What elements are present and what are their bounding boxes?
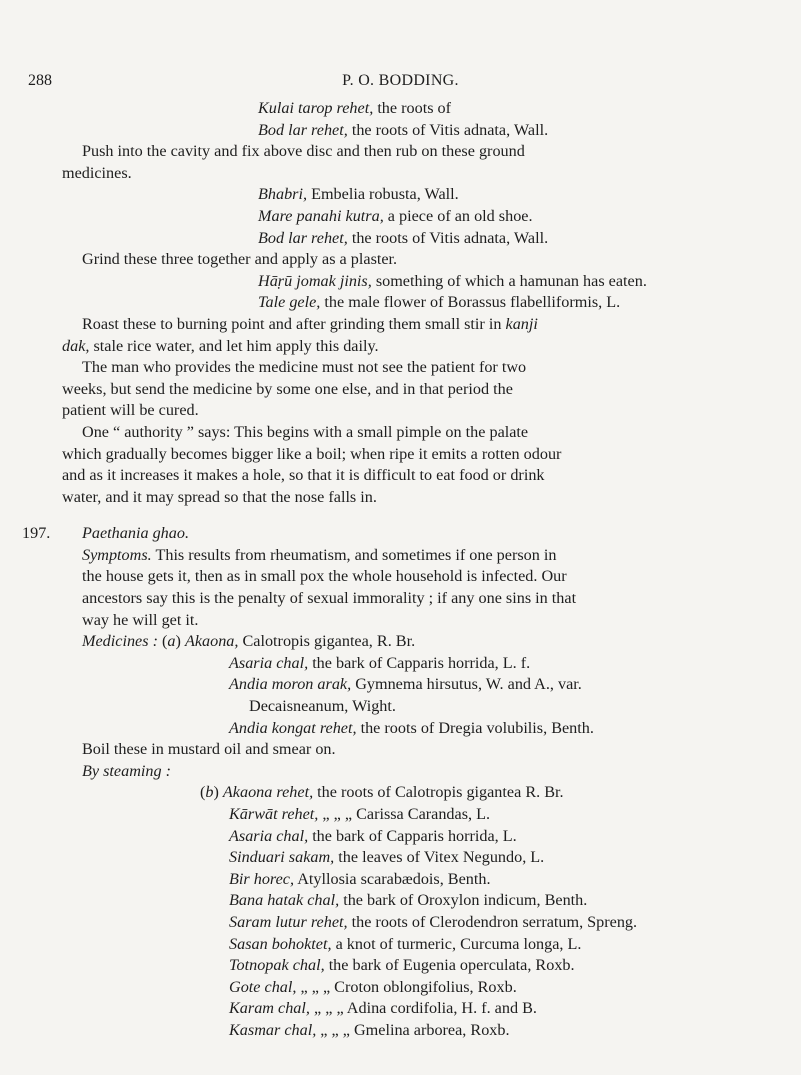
text-segment: the roots of Vitis adnata, Wall.	[347, 120, 549, 139]
italic-term: Asaria chal,	[229, 653, 309, 672]
text-line	[0, 977, 801, 999]
italic-term: b	[205, 783, 214, 802]
italic-term: dak,	[62, 336, 90, 355]
text-segment: „ „ „ Gmelina arborea, Roxb.	[316, 1020, 510, 1039]
italic-term: Totnopak chal,	[229, 956, 325, 975]
italic-term: kanji	[505, 314, 538, 333]
text-line	[0, 271, 801, 293]
page-header	[0, 72, 801, 94]
text-line	[0, 588, 801, 610]
text-segment: Calotropis gigantea, R. Br.	[238, 632, 416, 651]
section-heading-line	[0, 523, 801, 545]
italic-term: Gote chal,	[229, 977, 297, 996]
text-segment: patient will be cured.	[62, 401, 199, 420]
italic-term: Bhabri,	[258, 185, 308, 204]
text-segment: something of which a hamunan has eaten.	[371, 271, 647, 290]
text-line	[0, 206, 801, 228]
text-segment: Decaisneanum, Wight.	[249, 697, 396, 716]
text-segment: a knot of turmeric, Curcuma longa, L.	[331, 934, 582, 953]
italic-term: Bana hatak chal,	[229, 891, 340, 910]
text-segment: „ „ „ Carissa Carandas, L.	[318, 805, 491, 823]
text-line	[0, 566, 801, 588]
text-line	[0, 228, 801, 250]
text-segment: Grind these three together and apply as a plaster.	[82, 250, 398, 269]
text-line	[0, 292, 801, 314]
italic-term: Karam chal,	[229, 999, 310, 1018]
text-segment: the house gets it, then as in small pox the whole household is infected. Our	[82, 567, 567, 586]
text-line	[0, 739, 801, 761]
text-line	[0, 804, 801, 826]
italic-term: Andia kongat rehet,	[229, 718, 357, 737]
text-line	[0, 249, 801, 271]
text-line	[0, 890, 801, 912]
text-segment: Push into the cavity and fix above disc and then rub on these ground	[82, 142, 525, 161]
text-line	[0, 357, 801, 379]
text-line	[0, 696, 801, 718]
text-segment: Roast these to burning point and after grinding them small stir in	[82, 314, 506, 333]
text-segment: Gymnema hirsutus, W. and A., var.	[351, 675, 582, 694]
text-segment: the bark of Capparis horrida, L.	[308, 826, 517, 845]
italic-term: Andia moron arak,	[229, 675, 352, 694]
text-segment: the bark of Oroxylon indicum, Benth.	[339, 891, 588, 910]
text-line	[0, 998, 801, 1020]
text-line	[0, 400, 801, 422]
text-line	[0, 761, 801, 783]
text-line	[0, 674, 801, 696]
text-segment: the roots of	[373, 99, 452, 117]
text-line	[0, 653, 801, 675]
text-line	[0, 422, 801, 444]
text-segment: which gradually becomes bigger like a boil; when ripe it emits a rotten odour	[62, 444, 562, 463]
text-segment: stale rice water, and let him apply this daily.	[89, 336, 379, 355]
text-segment: the roots of Clerodendron serratum, Spreng.	[347, 912, 638, 931]
italic-term: Sinduari sakam,	[229, 848, 335, 867]
text-line	[0, 782, 801, 804]
text-segment: Atyllosia scarabædois, Benth.	[294, 869, 491, 888]
text-segment: the bark of Eugenia operculata, Roxb.	[324, 956, 575, 975]
text-segment: (	[157, 632, 168, 651]
text-segment: the roots of Dregia volubilis, Benth.	[356, 718, 594, 737]
text-segment: the bark of Capparis horrida, L. f.	[308, 653, 531, 672]
italic-term: Saram lutur rehet,	[229, 912, 348, 931]
text-segment: water, and it may spread so that the nose falls in.	[62, 487, 377, 506]
italic-term: By steaming :	[82, 761, 172, 780]
italic-term: Medicines :	[82, 632, 158, 651]
running-title: P. O. BODDING.	[342, 72, 459, 89]
text-segment: the roots of Vitis adnata, Wall.	[347, 228, 549, 247]
text-segment: One “ authority ” says: This begins with a small pimple on the palate	[82, 422, 529, 441]
text-line	[0, 631, 801, 653]
text-line	[0, 912, 801, 934]
text-line	[0, 98, 801, 120]
text-segment: Embelia robusta, Wall.	[307, 185, 459, 204]
text-line	[0, 869, 801, 891]
italic-term: Hāṛū jomak jinis,	[258, 271, 372, 290]
page-number: 288	[28, 72, 52, 89]
text-line	[0, 444, 801, 466]
italic-term: Kasmar chal,	[229, 1020, 317, 1039]
text-line	[0, 120, 801, 142]
text-segment: The man who provides the medicine must not see the patient for two	[82, 358, 527, 377]
text-segment: „ „ „ Adina cordifolia, H. f. and B.	[309, 999, 537, 1018]
text-line	[0, 718, 801, 740]
italic-term: Mare panahi kutra,	[258, 206, 384, 225]
text-line	[0, 955, 801, 977]
text-segment: „ „ „ Croton oblongifolius, Roxb.	[296, 977, 517, 996]
text-line	[0, 184, 801, 206]
italic-term: Bod lar rehet,	[258, 120, 348, 139]
italic-term: Paethania ghao.	[82, 524, 190, 543]
text-line	[0, 545, 801, 567]
italic-term: Kulai tarop rehet,	[258, 99, 374, 117]
text-segment: )	[213, 783, 223, 802]
text-line	[0, 487, 801, 509]
italic-term: Asaria chal,	[229, 826, 309, 845]
section-number: 197.	[22, 524, 51, 543]
text-segment: the leaves of Vitex Negundo, L.	[334, 848, 545, 867]
text-line	[0, 934, 801, 956]
italic-term: Kārwāt rehet,	[229, 805, 319, 823]
text-line	[0, 163, 801, 185]
text-line	[0, 379, 801, 401]
text-segment: medicines.	[62, 163, 132, 182]
text-segment: way he will get it.	[82, 610, 199, 629]
italic-term: Bir horec,	[229, 869, 295, 888]
italic-term: Symptoms.	[82, 545, 152, 564]
text-segment: )	[175, 632, 185, 651]
italic-term: Tale gele,	[258, 293, 321, 312]
italic-term: Akaona,	[184, 632, 239, 651]
text-line	[0, 847, 801, 869]
text-segment: a piece of an old shoe.	[383, 206, 533, 225]
italic-term: Bod lar rehet,	[258, 228, 348, 247]
text-segment: the male flower of Borassus flabelliformis, L.	[320, 293, 621, 312]
text-segment: the roots of Calotropis gigantea R. Br.	[313, 783, 564, 802]
text-line	[0, 610, 801, 632]
text-line	[0, 336, 801, 358]
text-segment: and as it increases it makes a hole, so that it is difficult to eat food or drink	[62, 466, 545, 485]
text-segment: weeks, but send the medicine by some one else, and in that period the	[62, 379, 513, 398]
italic-term: Sasan bohoktet,	[229, 934, 332, 953]
text-line	[0, 141, 801, 163]
text-line	[0, 1020, 801, 1042]
text-line	[0, 465, 801, 487]
text-segment: (	[200, 783, 206, 802]
text-segment: ancestors say this is the penalty of sexual immorality ; if any one sins in that	[82, 589, 577, 608]
italic-term: Akaona rehet,	[222, 783, 314, 802]
text-segment: Boil these in mustard oil and smear on.	[82, 740, 336, 759]
page-body	[0, 98, 801, 1042]
text-line	[0, 314, 801, 336]
italic-term: a	[167, 632, 176, 651]
text-segment: This results from rheumatism, and sometimes if one person in	[151, 545, 557, 564]
text-line	[0, 826, 801, 848]
